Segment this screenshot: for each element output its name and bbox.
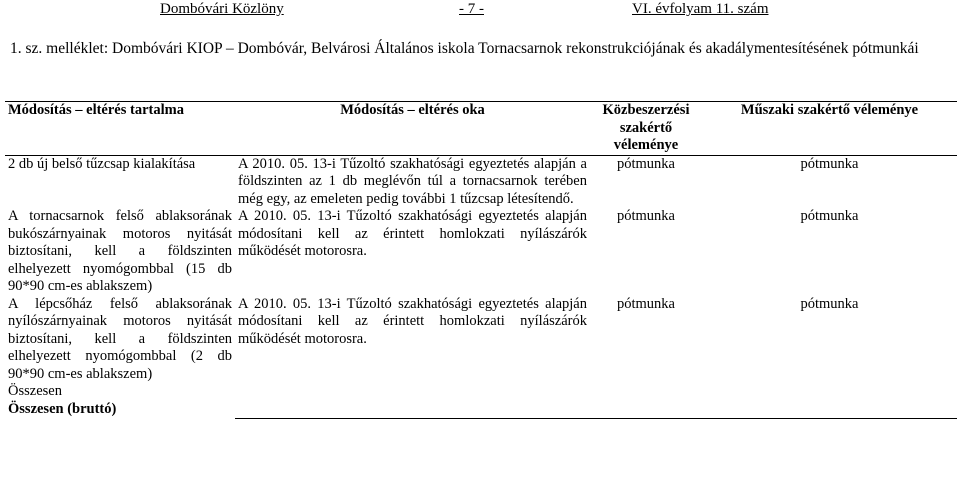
issue-info: VI. évfolyam 11. szám [632, 1, 769, 17]
header-technical-opinion: Műszaki szakértő véleménye [702, 102, 957, 156]
page-number: - 7 - [459, 1, 484, 17]
table-row [5, 155, 957, 208]
row-procurement-opinion: pótmunka [617, 155, 675, 172]
page-header [0, 0, 960, 18]
header-procurement-opinion: Közbeszerzési szakértő véleménye [590, 102, 702, 156]
row-content: A lépcsőház felső ablaksorának nyílószárnyainak motoros nyitását biztosítani, kell a földszinten elhelyezett nyomógombbal (2 db 90*90 cm-es ablakszem) [8, 295, 232, 382]
row-technical-opinion: pótmunka [800, 295, 859, 312]
row-content: A tornacsarnok felső ablaksorának bukószárnyainak motoros nyitását biztosítani, kell a földszinten elhelyezett nyomógombbal (15 db 90*90 cm-es ablakszem) [8, 208, 232, 294]
row-content: 2 db új belső tűzcsap kialakítása [8, 155, 196, 172]
row-technical-opinion: pótmunka [800, 155, 859, 172]
row-reason: A 2010. 05. 13-i Tűzoltó szakhatósági egyeztetés alapján a földszinten az 1 db meglévőn túl a tornacsarnok terében még egy, az emeleten pedig további 1 tűzcsap létesítendő. [238, 155, 587, 207]
total-gross-row [5, 401, 957, 419]
header-reason: Módosítás – eltérés oka [235, 102, 590, 156]
row-reason: A 2010. 05. 13-i Tűzoltó szakhatósági egyeztetés alapján módosítani kell az érintett homlokzati nyílászárók működését motorosra. [238, 208, 587, 259]
annex-title: 1. sz. melléklet: Dombóvári KIOP – Dombóvár, Belvárosi Általános iskola Tornacsarnok rekonstrukciójának és akadálymentesítésének pótmunkái [10, 40, 919, 57]
total-gross-label: Összesen (bruttó) [8, 400, 117, 417]
row-reason: A 2010. 05. 13-i Tűzoltó szakhatósági egyeztetés alapján módosítani kell az érintett homlokzati nyílászárók működését motorosra. [238, 295, 587, 347]
total-label: Összesen [8, 383, 62, 399]
row-technical-opinion: pótmunka [800, 208, 859, 224]
row-procurement-opinion: pótmunka [617, 208, 675, 224]
publication-name: Dombóvári Közlöny [160, 1, 284, 17]
total-row [5, 383, 957, 401]
table-header-row [5, 102, 957, 156]
table-row [5, 296, 957, 384]
modifications-table [5, 101, 957, 419]
header-content: Módosítás – eltérés tartalma [5, 102, 235, 156]
table-row [5, 208, 957, 296]
row-procurement-opinion: pótmunka [617, 295, 675, 312]
